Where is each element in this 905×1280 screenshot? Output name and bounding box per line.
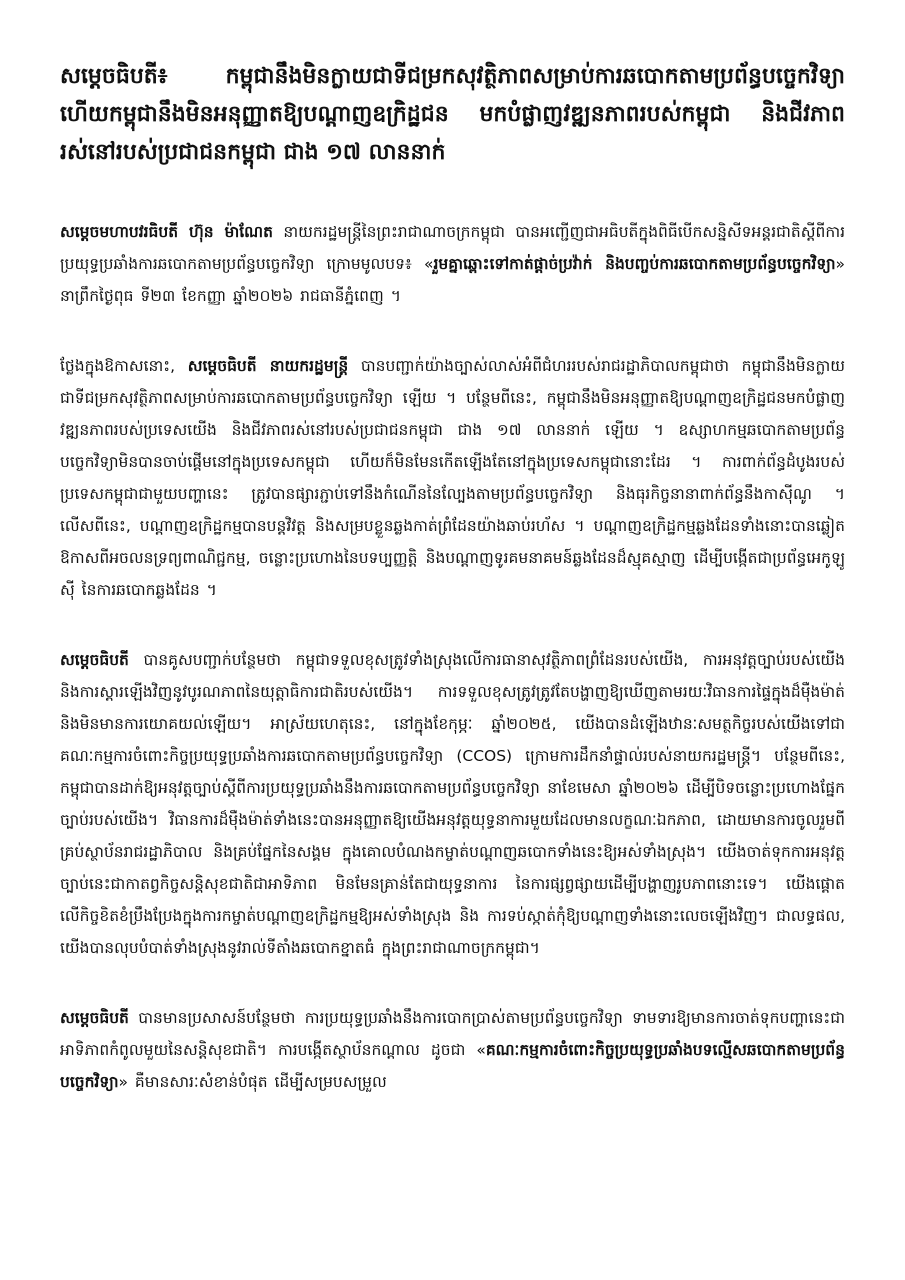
speaker-title: សម្តេចធិបតី នាយករដ្ឋមន្ត្រី	[187, 357, 349, 375]
paragraph-1-text-b: » នាព្រឹកថ្ងៃពុធ ទី២៣ ខែកញ្ញា ឆ្នាំ២០២៦ រាជធានីភ្នំពេញ ។	[60, 255, 845, 305]
paragraph-4-text-a: បានមានប្រសាសន៍បន្ថែមថា ការប្រយុទ្ធប្រឆាំងនឹងការបោកប្រាស់តាមប្រព័ន្ធបច្ចេកវិទ្យា ទាមទារឱ្យមានការចាត់ទុកបញ្ហានេះជាអាទិភាពកំពូលមួយនៃសន្តិសុខជាតិ។ ការបង្កើតស្ថាប័នកណ្តាល ដូចជា «	[60, 1009, 845, 1059]
committee-name: គណៈកម្មការចំពោះកិច្ចប្រយុទ្ធប្រឆាំងបទល្មើសឆបោកតាមប្រព័ន្ធបច្ចេកវិទ្យា	[60, 1041, 845, 1091]
paragraph-1	[60, 216, 845, 312]
paragraph-1-text-a: នាយករដ្ឋមន្ត្រីនៃព្រះរាជាណាចក្រកម្ពុជា បានអញ្ជើញជាអធិបតីក្នុងពិធីបើកសន្និសីទអន្តរជាតិស្តីពីការប្រយុទ្ធប្រឆាំងការឆបោកតាមប្រព័ន្ធបច្ចេកវិទ្យា ក្រោមមូលបទ៖ «	[60, 223, 845, 273]
paragraph-2-text-a: ថ្លែងក្នុងឱកាសនោះ,	[60, 357, 188, 375]
paragraph-4-text-b: » គឺមានសារៈសំខាន់បំផុត ដើម្បីសម្របសម្រួល	[118, 1073, 387, 1091]
conference-theme: រួមគ្នាឆ្ពោះទៅកាត់ផ្តាច់ប្រវ៉ាក់ និងបញ្ចប់ការឆបោកតាមប្រព័ន្ធបច្ចេកវិទ្យា	[433, 255, 836, 273]
paragraph-3-text: បានគូសបញ្ជាក់បន្ថែមថា កម្ពុជាទទួលខុសត្រូវទាំងស្រុងលើការធានាសុវត្ថិភាពព្រំដែនរបស់យើង, ការអនុវត្តច្បាប់របស់យើង និងការស្តារឡើងវិញនូវបូរណភាពនៃយុត្តាធិការជាតិរបស់យើង។ ការទទួលខុសត្រូវត្រូវតែបង្ហាញឱ្យឃើញតាមរយៈវិធានការផ្ទៃក្នុងដ៏ម៉ឺងម៉ាត់និងមិនមានការយោគយល់ឡើយ។ អាស្រ័យហេតុនេះ, នៅក្នុងខែកុម្ភៈ ឆ្នាំ២០២៥, យើងបានដំឡើងឋានៈសមត្ថកិច្ចរបស់យើងទៅជាគណៈកម្មការចំពោះកិច្ចប្រយុទ្ធប្រឆាំងការឆបោកតាមប្រព័ន្ធបច្ចេកវិទ្យា (CCOS) ក្រោមការដឹកនាំផ្ទាល់របស់នាយករដ្ឋមន្ត្រី។ បន្ថែមពីនេះ, កម្ពុជាបានដាក់ឱ្យអនុវត្តច្បាប់ស្តីពីការប្រយុទ្ធប្រឆាំងនឹងការឆបោកតាមប្រព័ន្ធបច្ចេកវិទ្យា នាខែមេសា ឆ្នាំ២០២៦ ដើម្បីបិទចន្លោះប្រហោងផ្នែកច្បាប់របស់យើង។ វិធានការដ៏ម៉ឺងម៉ាត់ទាំងនេះបានអនុញ្ញាតឱ្យយើងអនុវត្តយុទ្ធនាការមួយដែលមានលក្ខណៈឯកភាព, ដោយមានការចូលរួមពីគ្រប់ស្ថាប័នរាជរដ្ឋាភិបាល និងគ្រប់ផ្នែកនៃសង្គម ក្នុងគោលបំណងកម្ចាត់បណ្តាញឆបោកទាំងនេះឱ្យអស់ទាំងស្រុង។ យើងចាត់ទុកការអនុវត្តច្បាប់នេះជាកាតព្វកិច្ចសន្តិសុខជាតិជាអាទិភាព មិនមែនគ្រាន់តែជាយុទ្ធនាការ នៃការផ្សព្វផ្សាយដើម្បីបង្ហាញរូបភាពនោះទេ។ យើងផ្តោតលើកិច្ចខិតខំប្រឹងប្រែងក្នុងការកម្ចាត់បណ្តាញឧក្រិដ្ឋកម្មឱ្យអស់ទាំងស្រុង និង ការទប់ស្កាត់កុំឱ្យបណ្តាញទាំងនោះលេចឡើងវិញ។ ជាលទ្ធផល, យើងបានលុបបំបាត់ទាំងស្រុងនូវរាល់ទីតាំងឆបោកខ្នាតធំ ក្នុងព្រះរាជាណាចក្រកម្ពុជា។	[60, 651, 845, 957]
paragraph-2-text-b: បានបញ្ជាក់យ៉ាងច្បាស់លាស់អំពីជំហររបស់រាជរដ្ឋាភិបាលកម្ពុជាថា កម្ពុជានឹងមិនក្លាយជាទីជម្រកសុវត្ថិភាពសម្រាប់ការឆបោកតាមប្រព័ន្ធបច្ចេកវិទ្យា ឡើយ ។ បន្ថែមពីនេះ, កម្ពុជានឹងមិនអនុញ្ញាតឱ្យបណ្តាញឧក្រិដ្ឋជនមកបំផ្លាញវឌ្ឍនភាពរបស់ប្រទេសយើង និងជីវភាពរស់នៅរបស់ប្រជាជនកម្ពុជា ជាង ១៧ លាននាក់ ឡើយ ។ ឧស្សាហកម្មឆបោកតាមប្រព័ន្ធបច្ចេកវិទ្យាមិនបានចាប់ផ្តើមនៅក្នុងប្រទេសកម្ពុជា ហើយក៏មិនមែនកើតឡើងតែនៅក្នុងប្រទេសកម្ពុជានោះដែរ ។ ការពាក់ព័ន្ធដំបូងរបស់ប្រទេសកម្ពុជាជាមួយបញ្ហានេះ ត្រូវបានផ្សារភ្ជាប់ទៅនឹងកំណើននៃល្បែងតាមប្រព័ន្ធបច្ចេកវិទ្យា និងធុរកិច្ចនានាពាក់ព័ន្ធនឹងកាស៊ីណូ ។ លើសពីនេះ, បណ្តាញឧក្រិដ្ឋកម្មបានបន្តវិវត្ត និងសម្របខ្លួនឆ្លងកាត់ព្រំដែនយ៉ាងឆាប់រហ័ស ។ បណ្តាញឧក្រិដ្ឋកម្មឆ្លងដែនទាំងនោះបានឆ្លៀតឱកាសពីអចលនទ្រព្យពាណិជ្ជកម្ម, ចន្លោះប្រហោងនៃបទប្បញ្ញត្តិ និងបណ្តាញទូរគមនាគមន៍ឆ្លងដែនដ៏ស្មុគស្មាញ ដើម្បីបង្កើតជាប្រព័ន្ធអេកូឡូស៊ី នៃការឆបោកឆ្លងដែន ។	[60, 357, 845, 599]
paragraph-3	[60, 644, 845, 964]
speaker-title: សម្តេចធិបតី	[60, 1009, 129, 1027]
speaker-title: សម្តេចធិបតី	[60, 651, 129, 669]
paragraph-4	[60, 1002, 845, 1098]
speaker-name: សម្តេចមហាបវរធិបតី ហ៊ុន ម៉ាណែត	[60, 223, 273, 241]
document-title: សម្តេចធិបតី៖ កម្ពុជានឹងមិនក្លាយជាទីជម្រកសុវត្ថិភាពសម្រាប់ការឆបោកតាមប្រព័ន្ធបច្ចេកវិទ្យា ហើយកម្ពុជានឹងមិនអនុញ្ញាតឱ្យបណ្តាញឧក្រិដ្ឋជន មកបំផ្លាញវឌ្ឍនភាពរបស់កម្ពុជា និងជីវភាពរស់នៅរបស់ប្រជាជនកម្ពុជា ជាង ១៧ លាននាក់	[60, 64, 845, 165]
paragraph-2	[60, 350, 845, 606]
